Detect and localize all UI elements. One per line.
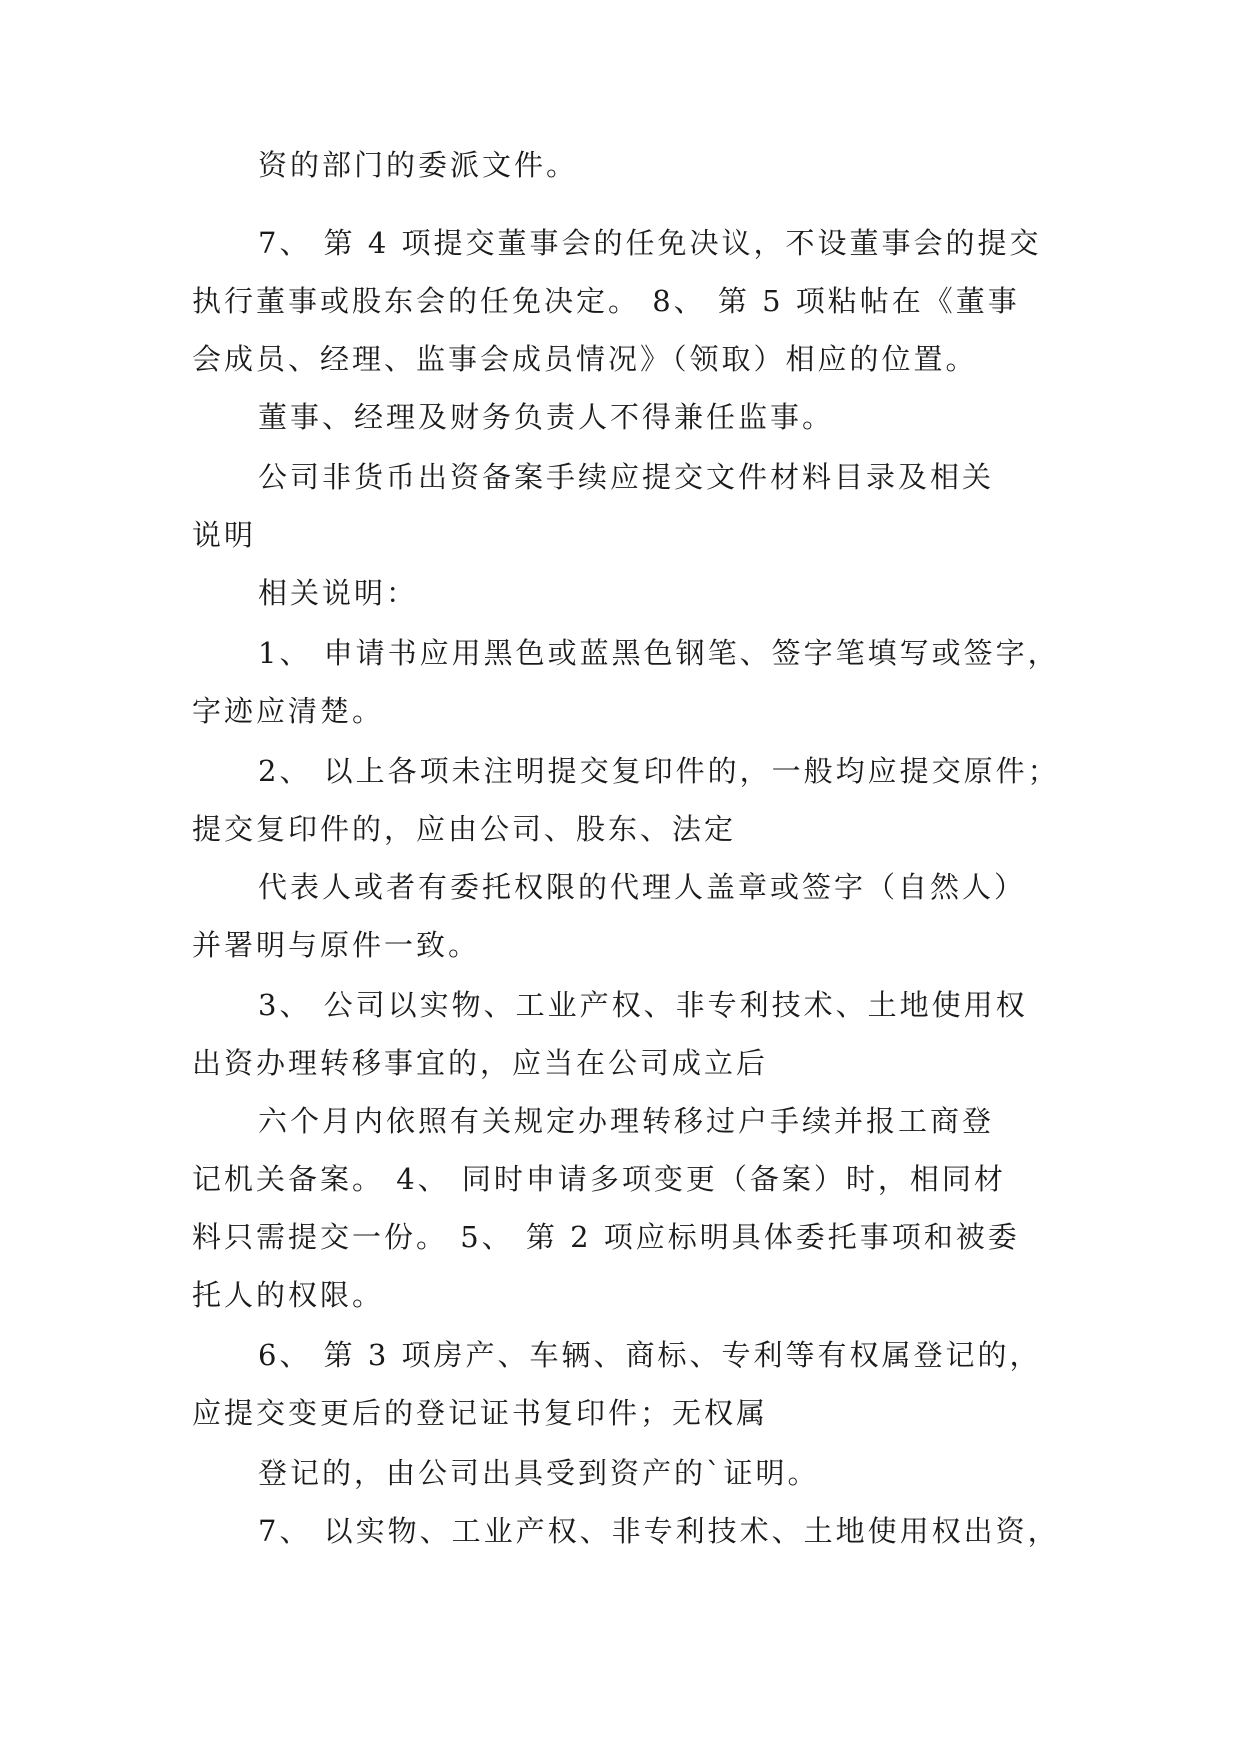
- text-line: 公司非货币出资备案手续应提交文件材料目录及相关: [258, 460, 995, 494]
- text-line: 7、 以实物、工业产权、非专利技术、土地使用权出资，: [258, 1514, 1060, 1548]
- text-line: 提交复印件的，应由公司、股东、法定: [192, 812, 737, 846]
- text-line: 会成员、经理、监事会成员情况》（领取）相应的位置。: [192, 342, 978, 376]
- text-line: 2、 以上各项未注明提交复印件的，一般均应提交原件；: [258, 754, 1060, 788]
- text-line: 六个月内依照有关规定办理转移过户手续并报工商登: [258, 1104, 995, 1138]
- text-line: 执行董事或股东会的任免决定。 8、 第 5 项粘帖在《董事: [192, 284, 1020, 318]
- text-line: 料只需提交一份。 5、 第 2 项应标明具体委托事项和被委: [192, 1220, 1020, 1254]
- text-line: 登记的，由公司出具受到资产的`证明。: [258, 1456, 820, 1490]
- text-line: 代表人或者有委托权限的代理人盖章或签字（自然人）: [258, 870, 1027, 904]
- text-line: 记机关备案。 4、 同时申请多项变更（备案）时，相同材: [192, 1162, 1006, 1196]
- text-line: 字迹应清楚。: [192, 694, 385, 728]
- text-line: 出资办理转移事宜的，应当在公司成立后: [192, 1046, 769, 1080]
- text-line: 董事、经理及财务负责人不得兼任监事。: [258, 400, 835, 434]
- text-line: 说明: [192, 518, 257, 552]
- text-line: 并署明与原件一致。: [192, 928, 481, 962]
- text-line: 7、 第 4 项提交董事会的任免决议，不设董事会的提交: [258, 226, 1042, 260]
- text-line: 3、 公司以实物、工业产权、非专利技术、土地使用权: [258, 988, 1028, 1022]
- text-line: 1、 申请书应用黑色或蓝黑色钢笔、签字笔填写或签字，: [258, 636, 1060, 670]
- text-line: 托人的权限。: [192, 1278, 385, 1312]
- text-line: 6、 第 3 项房产、车辆、商标、专利等有权属登记的，: [258, 1338, 1042, 1372]
- text-line: 资的部门的委派文件。: [258, 148, 579, 182]
- text-line: 应提交变更后的登记证书复印件；无权属: [192, 1396, 769, 1430]
- text-line: 相关说明：: [258, 576, 419, 610]
